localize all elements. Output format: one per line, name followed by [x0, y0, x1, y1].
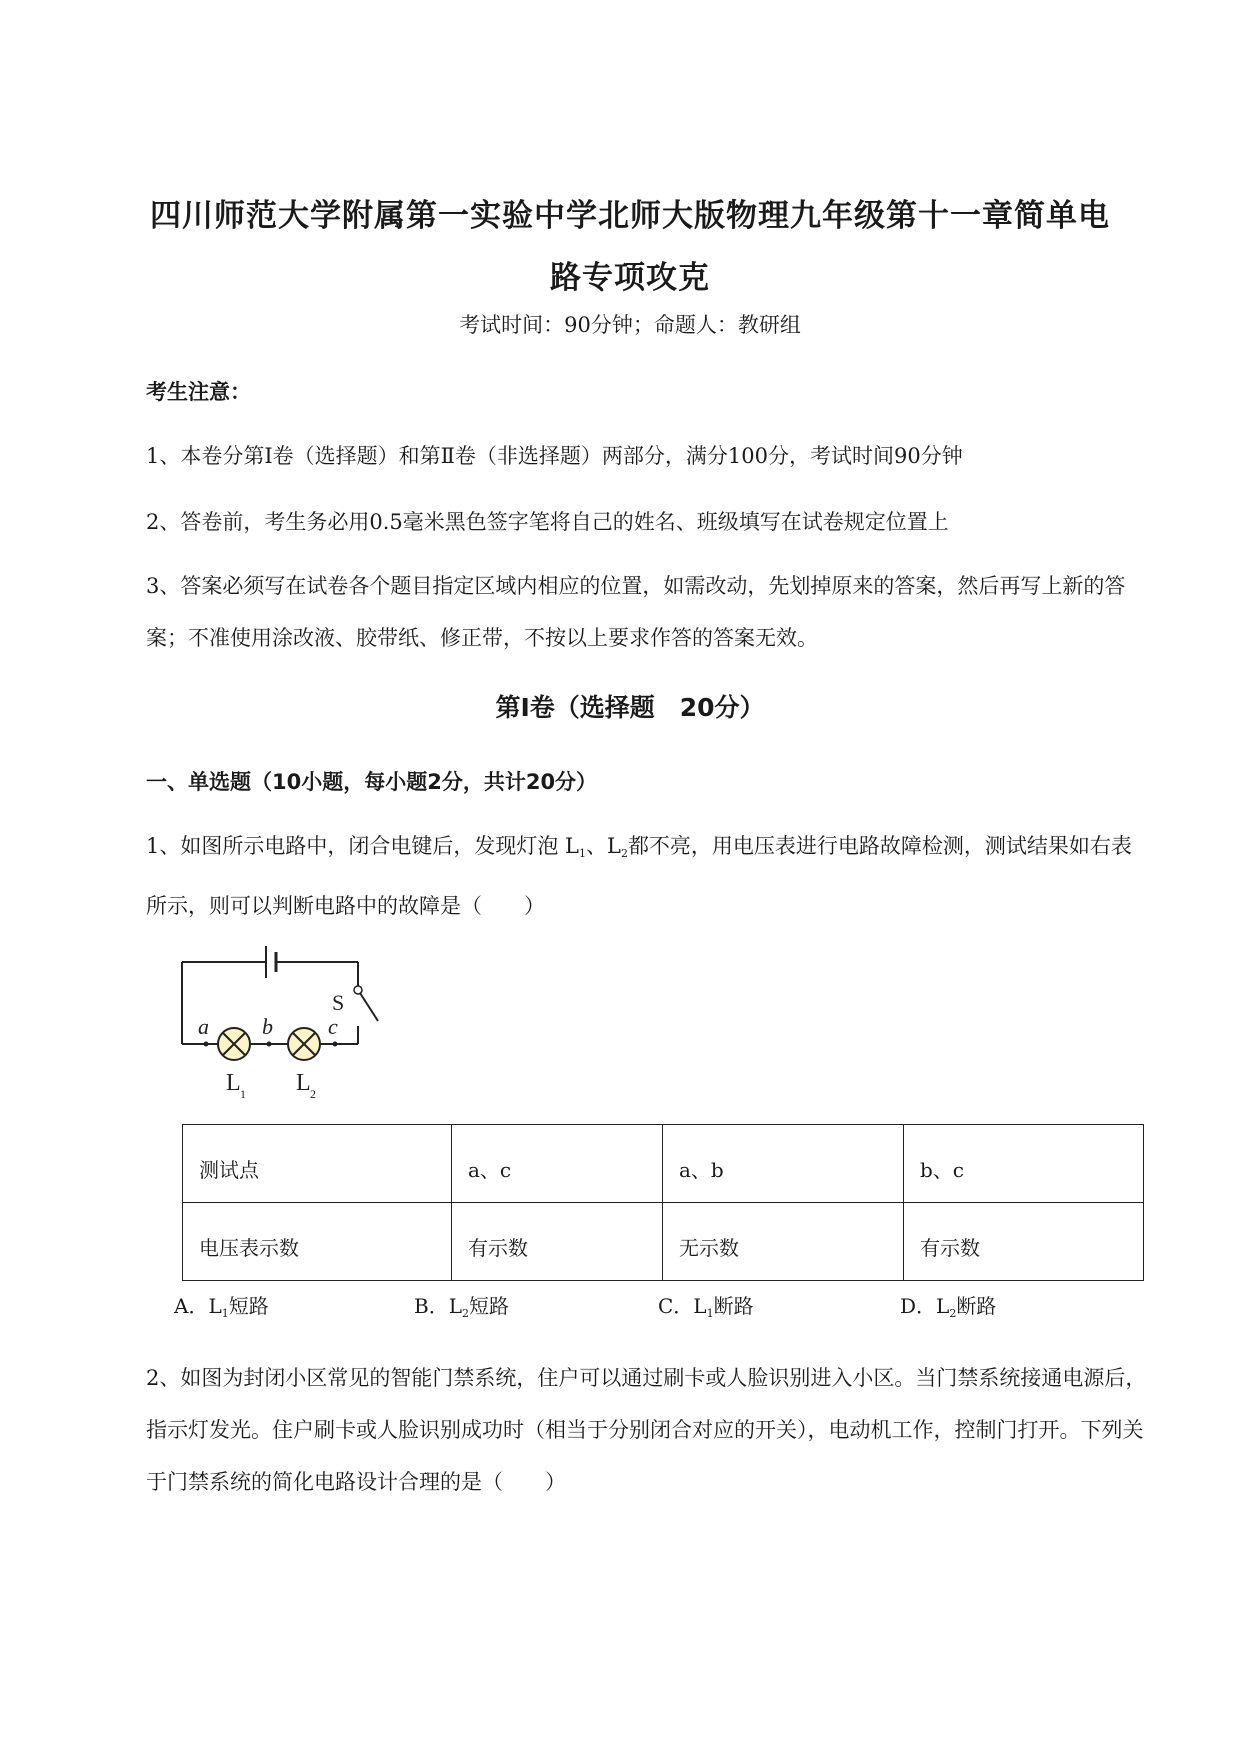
lamp-l2-icon: [288, 1028, 320, 1060]
table-cell: 电压表示数: [183, 1203, 452, 1281]
table-cell: 有示数: [904, 1203, 1144, 1281]
notice-item-3: 3、答案必须写在试卷各个题目指定区域内相应的位置，如需改动，先划掉原来的答案，然后再写上新的答案；不准使用涂改液、胶带纸、修正带，不按以上要求作答的答案无效。: [146, 574, 1126, 650]
notice-heading: 考生注意：: [146, 380, 251, 404]
question-2-text: 2、如图为封闭小区常见的智能门禁系统，住户可以通过刷卡或人脸识别进入小区。当门禁系统接通电源后，指示灯发光。住户刷卡或人脸识别成功时（相当于分别闭合对应的开关），电动机工作，控制门打开。下列关于门禁系统的简化电路设计合理的是（ ）: [146, 1366, 1147, 1494]
table-cell: 无示数: [663, 1203, 904, 1281]
point-a-label: a: [198, 1014, 209, 1039]
table-row: [183, 1203, 1144, 1281]
notice-item-1: 1、本卷分第Ⅰ卷（选择题）和第Ⅱ卷（非选择题）两部分，满分100分，考试时间90分钟: [146, 444, 963, 468]
lamp-l1-sub: 1: [240, 1087, 246, 1101]
page-title-line2: 路专项攻克: [550, 260, 710, 296]
switch-label: S: [332, 990, 345, 1015]
option-d[interactable]: D．$L_2$断路: [900, 1294, 997, 1320]
point-c-label: c: [328, 1014, 338, 1039]
notice-item-2: 2、答卷前，考生务必用0.5毫米黑色签字笔将自己的姓名、班级填写在试卷规定位置上: [146, 510, 949, 534]
circuit-diagram: [170, 938, 410, 1118]
table-cell: 有示数: [452, 1203, 663, 1281]
option-c[interactable]: C．$L_1$断路: [658, 1294, 754, 1320]
question-1-text: 1、如图所示电路中，闭合电键后，发现灯泡 $L_1$、$L_2$都不亮，用电压表进行电路故障检测，测试结果如右表所示，则可以判断电路中的故障是（ ）: [146, 834, 1132, 918]
exam-info: 考试时间：90分钟；命题人：教研组: [459, 313, 801, 337]
option-b[interactable]: B．$L_2$短路: [414, 1294, 509, 1320]
table-cell: b、c: [904, 1125, 1144, 1203]
option-a[interactable]: A．$L_1$短路: [174, 1294, 269, 1320]
lamp-l2-sub: 2: [310, 1087, 316, 1101]
switch-blade: [360, 993, 378, 1021]
table-row: [183, 1125, 1144, 1203]
page-title-line1: 四川师范大学附属第一实验中学北师大版物理九年级第十一章简单电: [150, 198, 1110, 234]
section-title: 第Ⅰ卷（选择题 20分）: [495, 693, 765, 722]
point-b-label: b: [262, 1014, 273, 1039]
part-heading: 一、单选题（10小题，每小题2分，共计20分）: [146, 770, 598, 794]
table-cell: a、b: [663, 1125, 904, 1203]
table-cell: 测试点: [183, 1125, 452, 1203]
test-result-table: [182, 1124, 1144, 1281]
lamp-l2-label: L: [296, 1070, 311, 1096]
lamp-l1-label: L: [226, 1070, 241, 1096]
lamp-l1-icon: [218, 1028, 250, 1060]
table-cell: a、c: [452, 1125, 663, 1203]
